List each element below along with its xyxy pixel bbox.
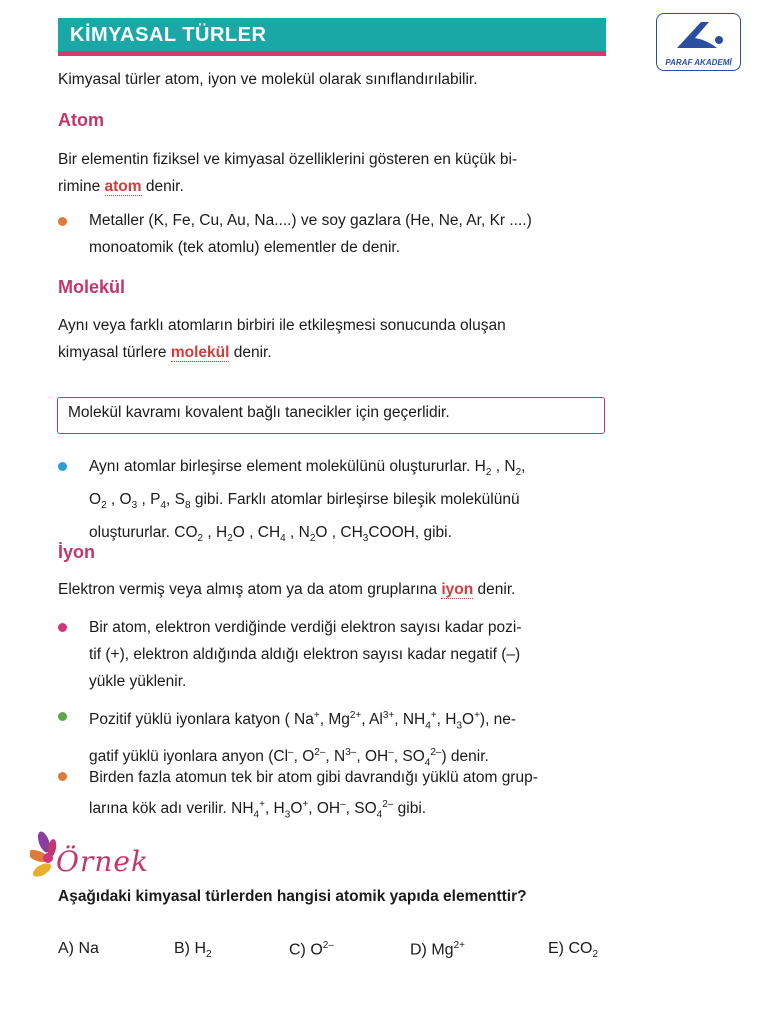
page-title: KİMYASAL TÜRLER (70, 24, 267, 46)
iyon-b3-a: larına kök adı verilir. NH (89, 800, 254, 818)
atom-def-post: denir. (141, 178, 184, 195)
molekul-bullet: Aynı atomlar birleşirse element molekülünü oluştururlar. $H_2$ , $N_2$, $O_2$ , $O_3$ , $P_4$, $S_8$ gibi. Farklı atomlar birleşirse bileşik molekülünü oluştururlar. $CO_2$ , $H_2O$ , $CH_4$ , $N_2O$ , $CH_3COOH$, gibi. (89, 458, 526, 545)
iyon-b2-c: gatif yüklü iyonlara anyon (Cl (89, 748, 289, 766)
iyon-bullet-2: Pozitif yüklü iyonlara katyon ( Na+, $Mg^{2+}$, $Al^{3+}$, $NH_4^+$, $H_3O^+$), ne- gatif yüklü iyonlara anyon (Cl–, $O^{2-}$, $N^{3-}$, OH–, $SO_4^{2-}$) denir. (89, 710, 517, 769)
option-e-label: E) CO (548, 940, 593, 957)
note-box (57, 397, 605, 434)
ornek-label: Örnek (56, 845, 149, 878)
option-d[interactable]: D) $Mg^{2+}$ (410, 940, 465, 959)
molekul-def-pre: kimyasal türlere (58, 344, 171, 361)
bullet-dot-green (58, 712, 67, 721)
iyon-b1-line2: tif (+), elektron aldığında aldığı elektron sayısı kadar negatif (–) (89, 646, 521, 663)
option-a[interactable] (58, 940, 99, 958)
keyword-iyon: iyon (441, 581, 474, 598)
option-b-label: B) H (174, 940, 206, 957)
iyon-bullet-3: Birden fazla atomun tek bir atom gibi davrandığı yüklü atom grup- larına kök adı verilir. $NH_4^+$, $H_3O^+$, OH–, $SO_4^{2-}$ gibi. (89, 769, 538, 821)
bullet-dot-pink (58, 623, 67, 632)
option-a-label: A) Na (58, 940, 99, 957)
bullet-dot-orange (58, 217, 67, 226)
option-b[interactable]: B) $H_2$ (174, 940, 212, 961)
molekul-bullet-b: gibi. Farklı atomlar birleşirse bileşik molekülünü (194, 491, 520, 509)
atom-bullet-line2: monoatomik (tek atomlu) elementler de denir. (89, 239, 401, 256)
option-c[interactable]: C) $O^{2-}$ (289, 940, 334, 959)
iyon-b1-line3: yükle yüklenir. (89, 673, 187, 690)
iyon-b3-line1: Birden fazla atomun tek bir atom gibi davrandığı yüklü atom grup- (89, 769, 538, 786)
atom-bullet-line1: Metaller (K, Fe, Cu, Au, Na....) ve soy gazlara (He, Ne, Ar, Kr ....) (89, 212, 532, 229)
molekul-definition (58, 312, 608, 366)
note-text: Molekül kavramı kovalent bağlı tanecikler için geçerlidir. (68, 404, 450, 421)
logo-text: PARAF AKADEMİ (665, 58, 732, 67)
heading-atom: Atom (58, 110, 104, 130)
iyon-b2-a: Pozitif yüklü iyonlara katyon ( Na (89, 711, 314, 729)
keyword-molekul: molekül (170, 344, 230, 361)
molekul-def-line1: Aynı veya farklı atomların birbiri ile etkileşmesi sonucunda oluşan (58, 317, 506, 334)
molekul-bullet-c: oluştururlar. CO (89, 524, 198, 542)
atom-bullet (89, 207, 609, 261)
atom-definition (58, 146, 608, 200)
title-bar (58, 18, 606, 56)
heading-molekul: Molekül (58, 277, 126, 297)
iyon-definition (58, 576, 608, 603)
atom-def-pre: rimine (58, 178, 105, 195)
question-text: Aşağıdaki kimyasal türlerden hangisi atomik yapıda elementtir? (58, 888, 527, 905)
intro-text: Kimyasal türler atom, iyon ve molekül olarak sınıflandırılabilir. (58, 71, 478, 88)
iyon-def-post: denir. (473, 581, 516, 598)
iyon-b2-d: ) denir. (441, 748, 489, 766)
iyon-bullet-1 (89, 614, 609, 695)
paraf-logo-icon (671, 18, 727, 54)
iyon-def-pre: Elektron vermiş veya almış atom ya da atom gruplarına (58, 581, 442, 598)
molekul-def-post: denir. (229, 344, 272, 361)
keyword-atom: atom (104, 178, 142, 195)
molekul-bullet-a: Aynı atomlar birleşirse element molekülünü oluştururlar. H (89, 458, 486, 475)
iyon-b1-line1: Bir atom, elektron verdiğinde verdiği elektron sayısı kadar pozi- (89, 619, 522, 636)
atom-def-line1: Bir elementin fiziksel ve kimyasal özelliklerini gösteren en küçük bi- (58, 151, 518, 168)
heading-iyon: İyon (58, 542, 96, 562)
option-c-label: C) O (289, 941, 323, 959)
option-d-label: D) Mg (410, 941, 454, 959)
logo (656, 13, 741, 71)
iyon-b3-b: gibi. (397, 800, 427, 818)
molekul-bullet-d: COOH, gibi. (368, 524, 452, 542)
iyon-b2-b: ), ne- (479, 711, 517, 729)
bullet-dot-blue (58, 462, 67, 471)
option-e[interactable]: E) $CO_2$ (548, 940, 599, 961)
bullet-dot-orange-2 (58, 772, 67, 781)
